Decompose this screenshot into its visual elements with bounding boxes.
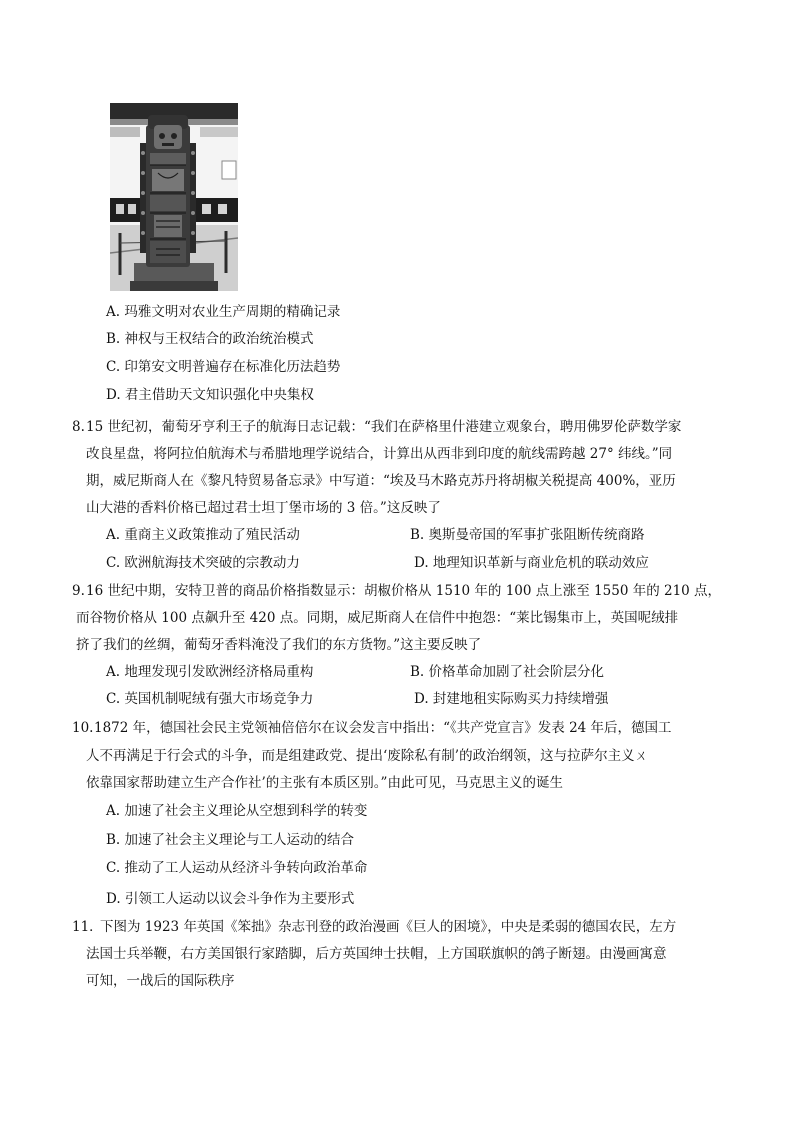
q8-number: 8. <box>72 419 85 435</box>
q10-stem-line-2: 人不再满足于行会式的斗争，而是组建政党、提出‘废除私有制’的政治纲领，这与拉萨尔主义ㄨ <box>86 748 649 764</box>
q8-option-a[interactable]: A. 重商主义政策推动了殖民活动 <box>106 527 300 543</box>
q10-option-c[interactable]: C. 推动了工人运动从经济斗争转向政治革命 <box>106 860 368 876</box>
q7-option-d[interactable]: D. 君主借助天文知识强化中央集权 <box>106 387 314 403</box>
q8-stem-line-2: 改良星盘，将阿拉伯航海术与希腊地理学说结合，计算出从西非到印度的航线需跨越 27° 纬线。”同 <box>86 446 673 462</box>
q9-option-c[interactable]: C. 英国机制呢绒有强大市场竞争力 <box>106 691 314 707</box>
q10-stem-line-3: 依靠国家帮助建立生产合作社’的主张有本质区别。”由此可见，马克思主义的诞生 <box>86 775 563 791</box>
q7-option-a[interactable]: A. 玛雅文明对农业生产周期的精确记录 <box>106 304 341 320</box>
q11-stem-line-3: 可知，一战后的国际秩序 <box>86 973 235 989</box>
q10-number: 10. <box>72 720 94 736</box>
q9-option-a[interactable]: A. 地理发现引发欧洲经济格局重构 <box>106 664 314 680</box>
q8-stem-line-3: 期，威尼斯商人在《黎凡特贸易备忘录》中写道：“埃及马木路克苏丹将胡椒关税提高 400%，亚历 <box>86 473 676 489</box>
q11-stem-line-2: 法国士兵举鞭，右方美国银行家踏脚，后方英国绅士扶帽，上方国联旗帜的鸽子断翅。由漫画寓意 <box>86 946 667 962</box>
q10-stem-line-1: 1872 年，德国社会民主党领袖倍倍尔在议会发言中指出：“《共产党宣言》发表 24 年后，德国工 <box>94 720 672 736</box>
q7-option-b[interactable]: B. 神权与王权结合的政治统治模式 <box>106 331 314 347</box>
q11-number: 11． <box>72 919 103 935</box>
q8-option-b[interactable]: B. 奥斯曼帝国的军事扩张阻断传统商路 <box>410 527 645 543</box>
q9-option-d[interactable]: D. 封建地租实际购买力持续增强 <box>414 691 609 707</box>
q8-option-c[interactable]: C. 欧洲航海技术突破的宗教动力 <box>106 555 300 571</box>
q9-stem-line-2: 而谷物价格从 100 点飙升至 420 点。同期，威尼斯商人在信件中抱怨：“莱比锡集市上，英国呢绒排 <box>76 610 679 626</box>
q8-option-d[interactable]: D. 地理知识革新与商业危机的联动效应 <box>414 555 649 571</box>
q8-stem-line-4: 山大港的香料价格已超过君士坦丁堡市场的 3 倍。”这反映了 <box>86 500 441 516</box>
q7-option-c[interactable]: C. 印第安文明普遍存在标准化历法趋势 <box>106 359 341 375</box>
q11-stem-line-1: 下图为 1923 年英国《笨拙》杂志刊登的政治漫画《巨人的困境》，中央是柔弱的德国农民，左方 <box>100 919 677 935</box>
q9-stem-line-1: 16 世纪中期，安特卫普的商品价格指数显示：胡椒价格从 1510 年的 100 点上涨至 1550 年的 210 点， <box>86 583 722 599</box>
q9-stem-line-3: 挤了我们的丝绸，葡萄牙香料淹没了我们的东方货物。”这主要反映了 <box>76 637 482 653</box>
q9-number: 9. <box>72 583 85 599</box>
q10-option-d[interactable]: D. 引领工人运动以议会斗争作为主要形式 <box>106 891 355 907</box>
q9-option-b[interactable]: B. 价格革命加剧了社会阶层分化 <box>410 664 605 680</box>
q10-option-a[interactable]: A. 加速了社会主义理论从空想到科学的转变 <box>106 803 368 819</box>
stele-illustration <box>110 103 238 291</box>
q10-option-b[interactable]: B. 加速了社会主义理论与工人运动的结合 <box>106 832 355 848</box>
q8-stem-line-1: 15 世纪初，葡萄牙亨利王子的航海日志记载：“我们在萨格里什港建立观象台，聘用佛罗伦萨数学家 <box>86 419 682 435</box>
mayan-stele-photo <box>110 103 238 291</box>
